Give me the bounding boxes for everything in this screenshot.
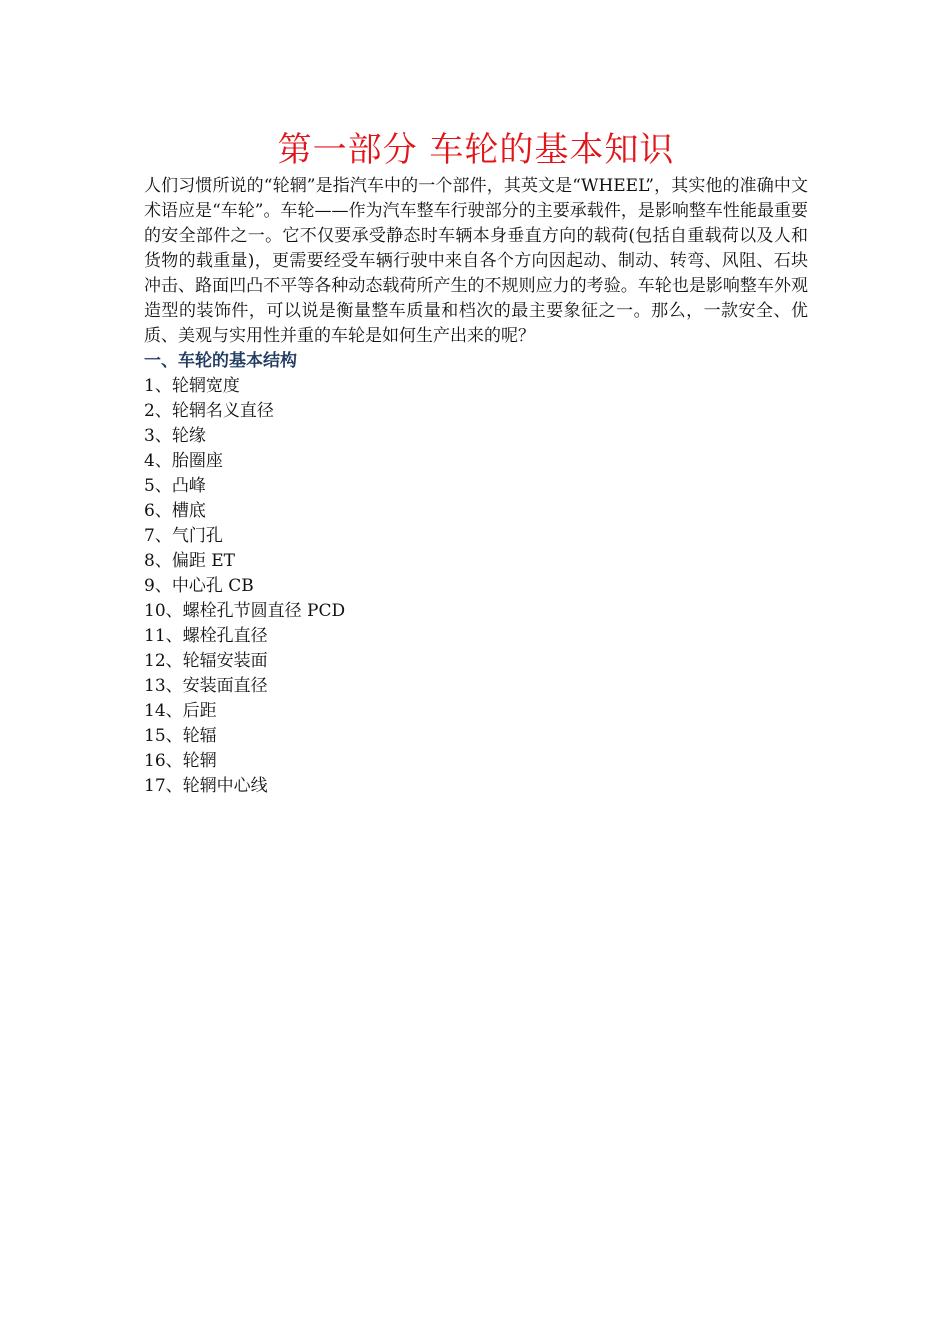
structure-list [144, 374, 808, 799]
list-item: 4、胎圈座 [144, 451, 223, 471]
list-item: 16、轮辋 [144, 751, 217, 771]
list-item: 2、轮辋名义直径 [144, 401, 274, 421]
section-heading: 一、车轮的基本结构 [144, 351, 297, 371]
list-item: 12、轮辐安装面 [144, 651, 268, 671]
list-item: 3、轮缘 [144, 426, 206, 446]
list-item: 8、偏距 ET [144, 551, 235, 571]
list-item: 5、凸峰 [144, 476, 206, 496]
list-item: 9、中心孔 CB [144, 576, 254, 596]
list-item: 13、安装面直径 [144, 676, 268, 696]
list-item: 14、后距 [144, 701, 217, 721]
list-item: 10、螺栓孔节圆直径 PCD [144, 601, 346, 621]
document-page [144, 126, 808, 799]
list-item: 7、气门孔 [144, 526, 223, 546]
list-item: 11、螺栓孔直径 [144, 626, 268, 646]
list-item: 6、槽底 [144, 501, 206, 521]
list-item: 17、轮辋中心线 [144, 776, 268, 796]
list-item: 1、轮辋宽度 [144, 376, 240, 396]
page-title: 第一部分 车轮的基本知识 [277, 130, 675, 170]
list-item: 15、轮辐 [144, 726, 217, 746]
intro-paragraph: 人们习惯所说的“轮辋”是指汽车中的一个部件，其英文是“WHEEL”，其实他的准确中文术语应是“车轮”。车轮——作为汽车整车行驶部分的主要承载件，是影响整车性能最重要的安全部件之一。它不仅要承受静态时车辆本身垂直方向的载荷(包括自重载荷以及人和货物的载重量)，更需要经受车辆行驶中来自各个方向因起动、制动、转弯、风阻、石块冲击、路面凹凸不平等各种动态载荷所产生的不规则应力的考验。车轮也是影响整车外观造型的装饰件，可以说是衡量整车质量和档次的最主要象征之一。那么，一款安全、优质、美观与实用性并重的车轮是如何生产出来的呢？ [144, 176, 808, 346]
